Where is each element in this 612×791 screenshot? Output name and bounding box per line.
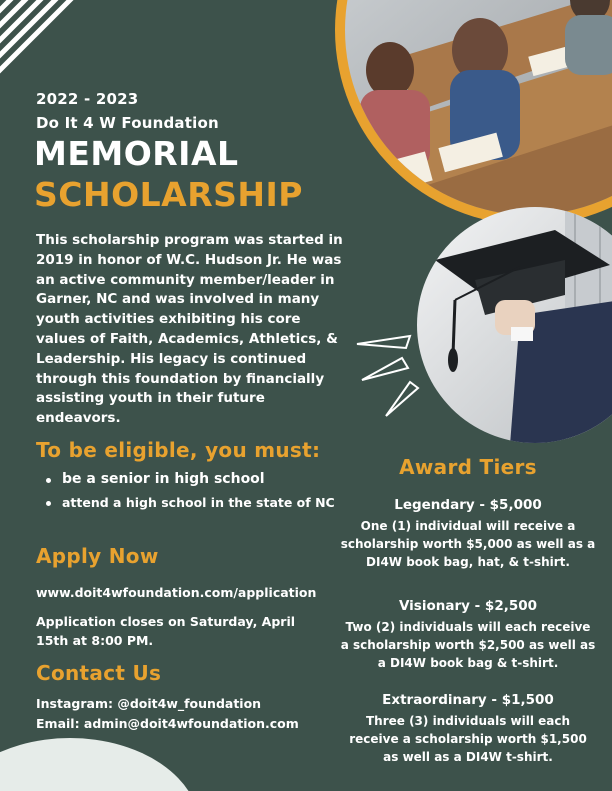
accent-lines-decoration xyxy=(352,330,432,420)
contact-email[interactable]: Email: admin@doit4wfoundation.com xyxy=(36,716,299,731)
foundation-name: Do It 4 W Foundation xyxy=(36,114,219,132)
application-url-link[interactable]: www.doit4wfoundation.com/application xyxy=(36,585,317,600)
tier-name: Visionary - $2,500 xyxy=(398,598,538,614)
apply-heading: Apply Now xyxy=(36,544,159,568)
intro-paragraph: This scholarship program was started in 2019 in honor of W.C. Hudson Jr. He was an active community member/leader in Garner, NC and was involved in many youth activities exhibiting his core values of Faith, Academics, Athletics, & Leadership. His legacy is continued through this foundation by financially assisting youth in their future endeavors. xyxy=(36,232,343,427)
tier-description: One (1) individual will receive a scholarship worth $5,000 as well as a DI4W book bag, hat, & t-shirt. xyxy=(340,519,596,569)
instagram-handle[interactable]: Instagram: @doit4w_foundation xyxy=(36,696,262,711)
tier-description: Three (3) individuals will each receive a scholarship worth $1,500 as well as a DI4W t-shirt. xyxy=(349,714,587,764)
graduation-cap-photo xyxy=(415,205,612,445)
title-line-2: SCHOLARSHIP xyxy=(34,175,303,214)
title-line-1: MEMORIAL xyxy=(34,134,239,173)
award-tier-visionary xyxy=(340,598,596,672)
eligibility-item-nc-school: attend a high school in the state of NC xyxy=(46,493,346,512)
eligibility-heading: To be eligible, you must: xyxy=(36,438,321,462)
students-exam-photo xyxy=(330,0,612,230)
tier-description: Two (2) individuals will each receive a scholarship worth $2,500 as well as a DI4W book bag & t-shirt. xyxy=(340,620,596,670)
application-deadline: Application closes on Saturday, April 15th at 8:00 PM. xyxy=(36,614,296,648)
award-tiers-heading: Award Tiers xyxy=(399,455,537,479)
tier-name: Extraordinary - $1,500 xyxy=(382,692,554,708)
contact-heading: Contact Us xyxy=(36,661,162,685)
bottom-circle-decoration xyxy=(0,738,200,791)
tier-name: Legendary - $5,000 xyxy=(394,497,542,513)
award-tier-legendary xyxy=(340,497,596,571)
eligibility-item-senior: be a senior in high school xyxy=(46,470,346,489)
diagonal-stripes-decoration xyxy=(0,0,80,80)
year-range: 2022 - 2023 xyxy=(36,90,139,108)
eligibility-list xyxy=(46,470,346,512)
award-tier-extraordinary xyxy=(340,692,596,766)
